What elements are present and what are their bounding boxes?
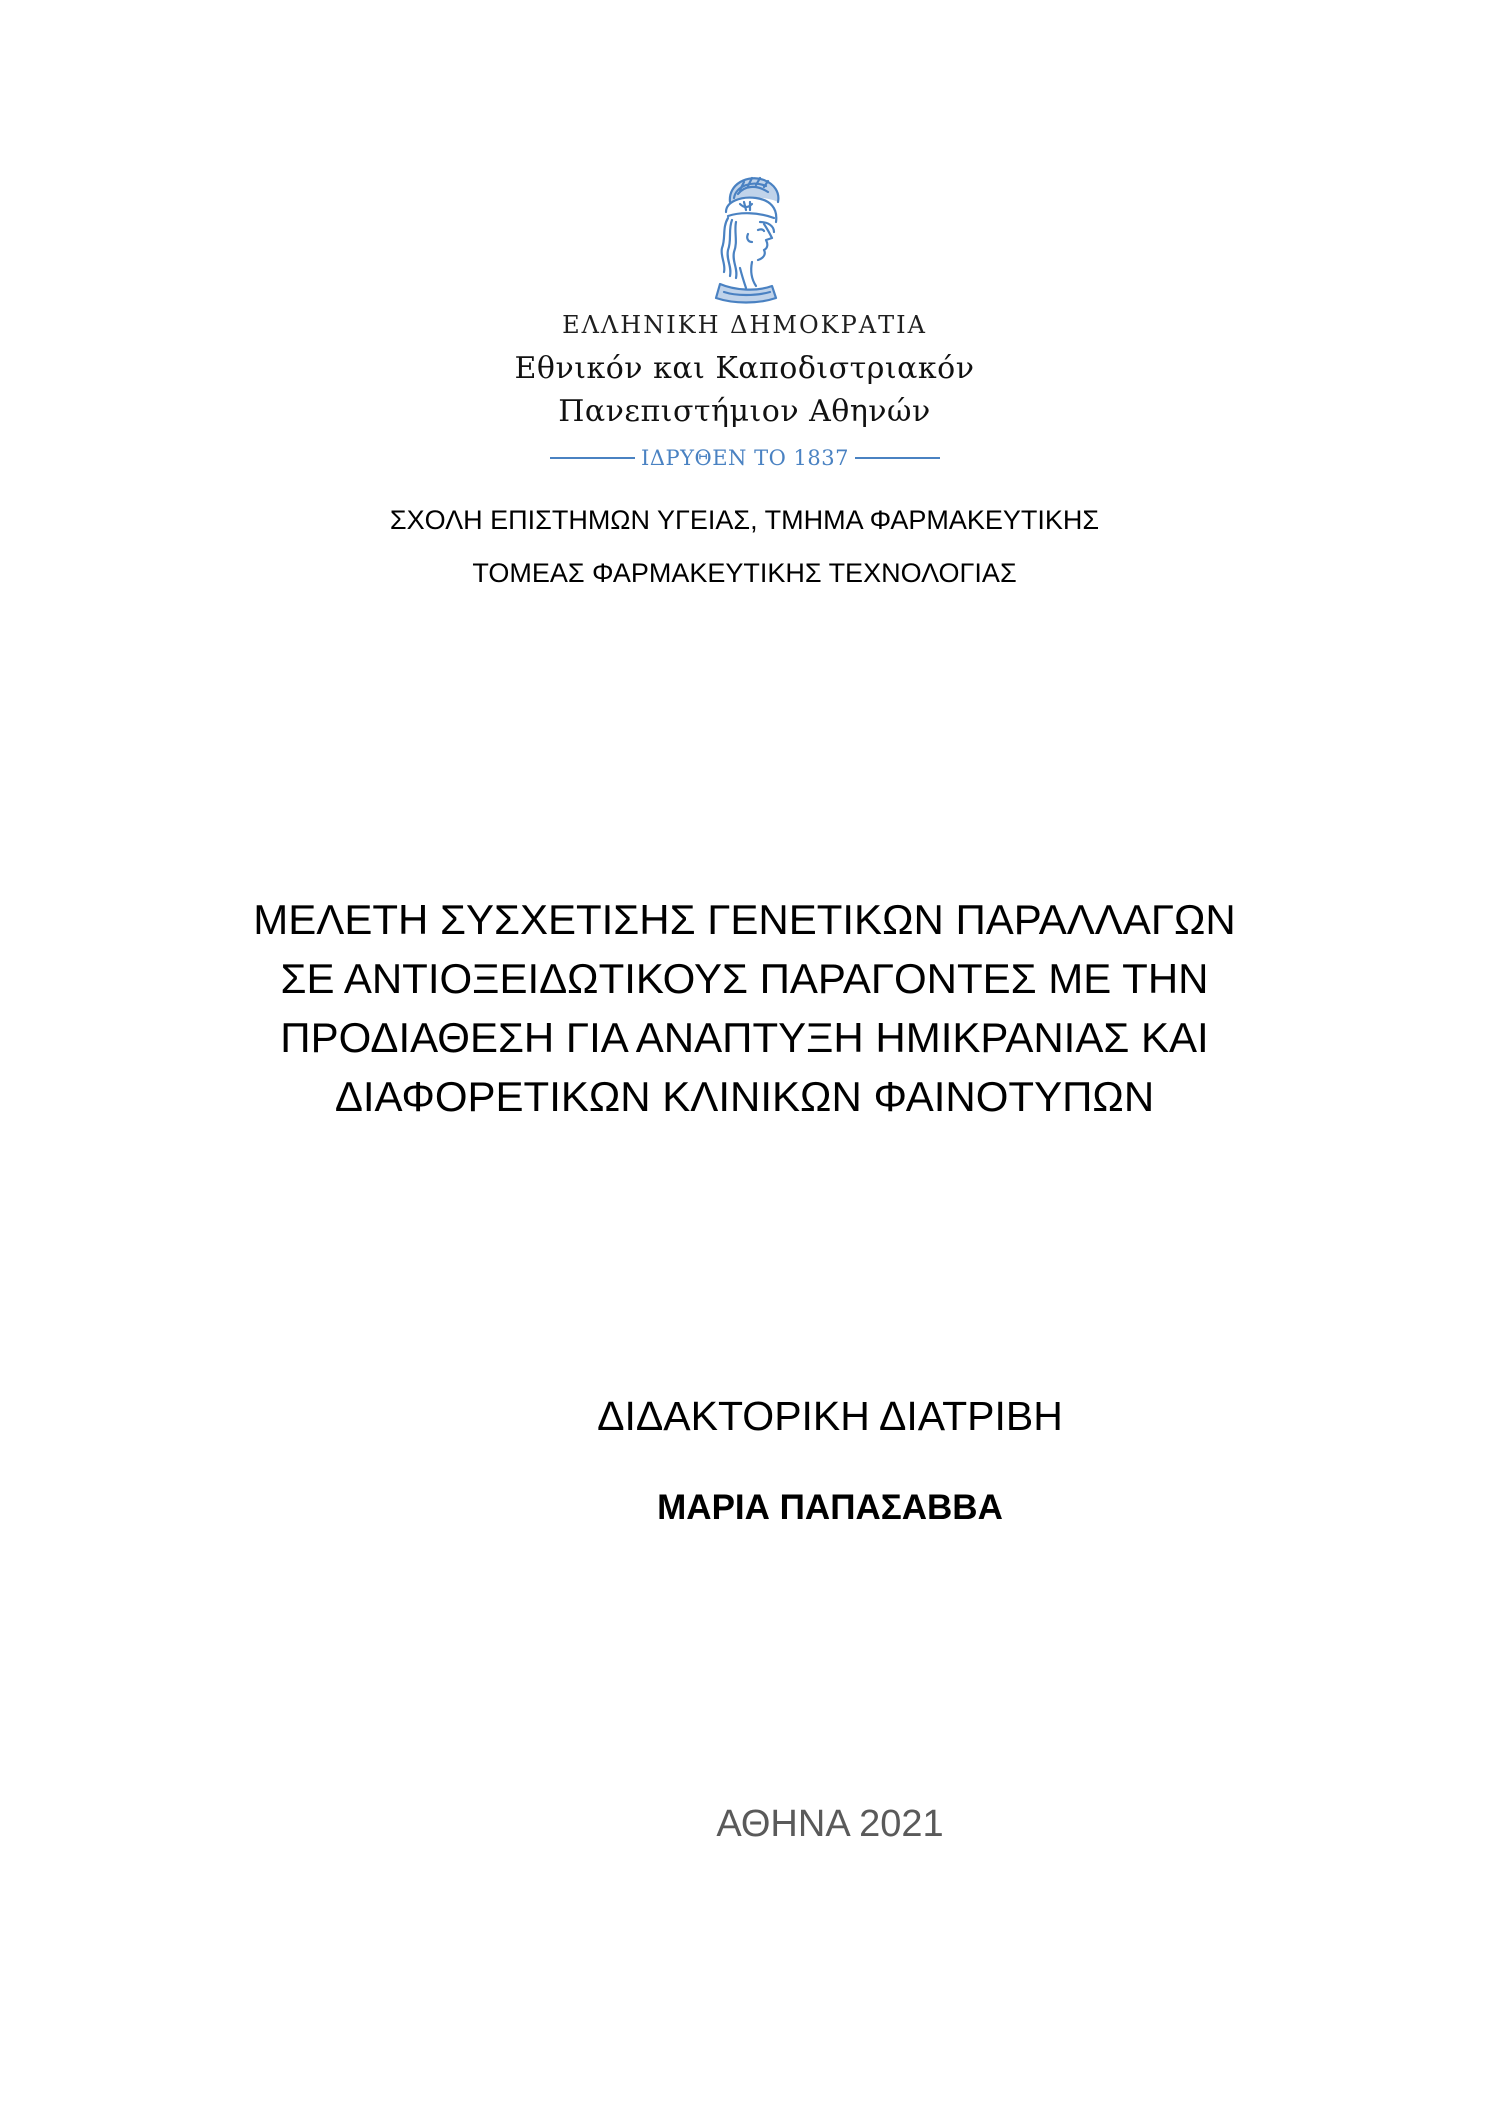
athena-head-seal-icon xyxy=(700,172,790,307)
founded-divider-left xyxy=(550,457,635,459)
title-line: ΣΕ ΑΝΤΙΟΞΕΙΔΩΤΙΚΟΥΣ ΠΑΡΑΓΟΝΤΕΣ ΜΕ ΤΗΝ xyxy=(280,955,1209,1002)
school-department: ΣΧΟΛΗ ΕΠΙΣΤΗΜΩΝ ΥΓΕΙΑΣ, ΤΜΗΜΑ ΦΑΡΜΑΚΕΥΤΙΚΗΣ xyxy=(389,505,1100,535)
university-name-line2: Πανεπιστήμιον Αθηνών xyxy=(558,394,931,429)
title-line: ΠΡΟΔΙΑΘΕΣΗ ΓΙΑ ΑΝΑΠΤΥΞΗ ΗΜΙΚΡΑΝΙΑΣ ΚΑΙ xyxy=(280,1014,1209,1061)
place-and-year: ΑΘΗΝΑ 2021 xyxy=(716,1803,944,1845)
founded-banner xyxy=(550,443,940,473)
title-line: ΔΙΑΦΟΡΕΤΙΚΩΝ ΚΛΙΝΙΚΩΝ ΦΑΙΝΟΤΥΠΩΝ xyxy=(334,1073,1155,1120)
thesis-title xyxy=(0,890,1489,1126)
thesis-type: ΔΙΔΑΚΤΟΡΙΚΗ ΔΙΑΤΡΙΒΗ xyxy=(597,1393,1063,1439)
sector-name: ΤΟΜΕΑΣ ΦΑΡΜΑΚΕΥΤΙΚΗΣ ΤΕΧΝΟΛΟΓΙΑΣ xyxy=(472,558,1017,588)
founded-divider-right xyxy=(855,457,940,459)
title-line: ΜΕΛΕΤΗ ΣΥΣΧΕΤΙΣΗΣ ΓΕΝΕΤΙΚΩΝ ΠΑΡΑΛΛΑΓΩΝ xyxy=(253,896,1236,943)
university-name-line1: Εθνικόν και Καποδιστριακόν xyxy=(514,351,975,386)
republic-label: ΕΛΛΗΝΙΚΗ ΔΗΜΟΚΡΑΤΙΑ xyxy=(562,311,927,339)
founded-label: ΙΔΡΥΘΕΝ ΤΟ 1837 xyxy=(641,446,849,470)
author-name: ΜΑΡΙΑ ΠΑΠΑΣΑΒΒΑ xyxy=(657,1488,1003,1527)
